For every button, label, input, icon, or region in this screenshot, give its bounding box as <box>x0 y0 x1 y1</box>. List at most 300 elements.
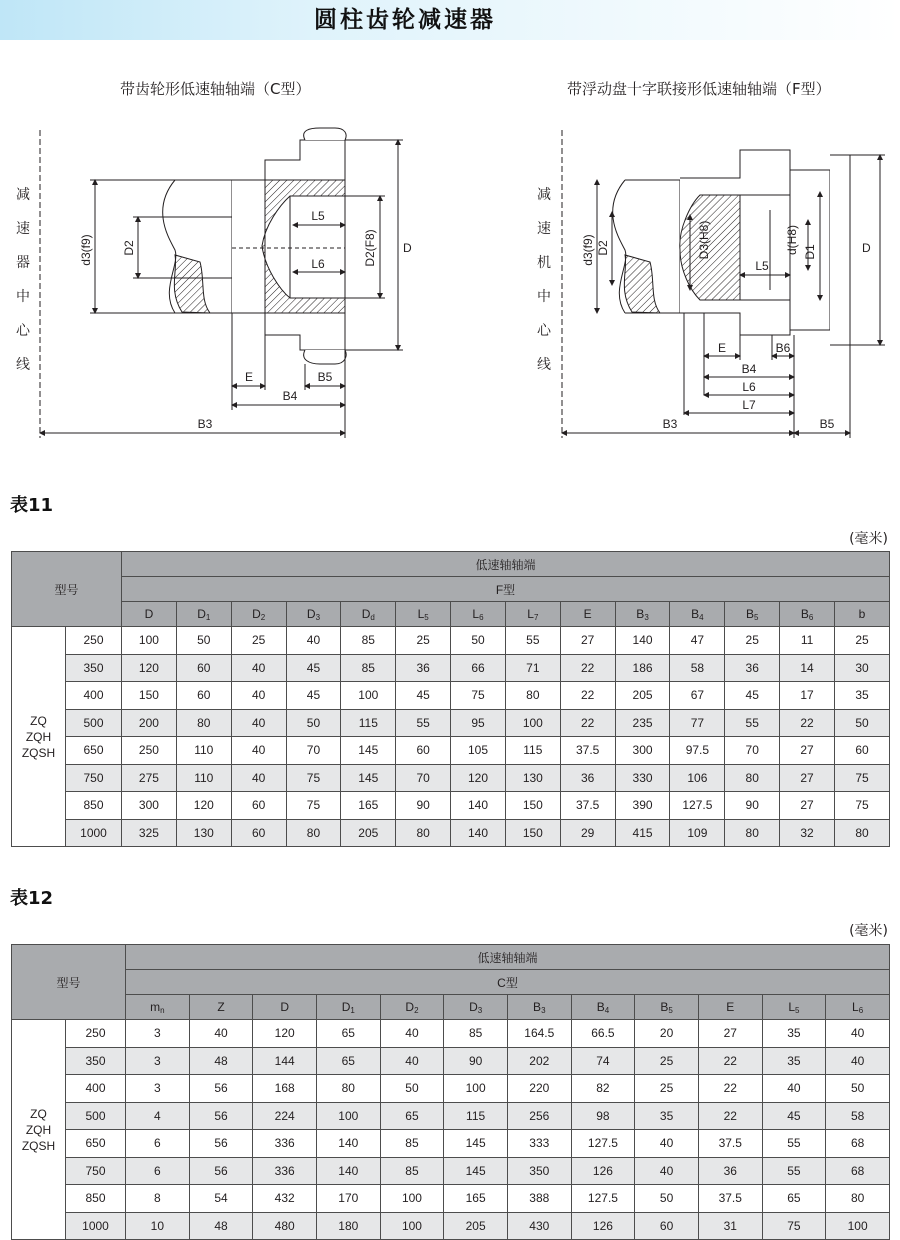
size-cell: 400 <box>66 682 122 710</box>
value-cell: 220 <box>507 1075 571 1103</box>
value-cell: 55 <box>762 1130 826 1158</box>
value-cell: 29 <box>560 819 615 847</box>
model-cell: ZQ ZQH ZQSH <box>12 627 66 847</box>
value-cell: 300 <box>615 737 670 765</box>
value-cell: 145 <box>341 764 396 792</box>
value-cell: 140 <box>316 1157 380 1185</box>
table12-label: 表12 <box>10 888 54 909</box>
value-cell: 35 <box>635 1102 699 1130</box>
svg-text:L6: L6 <box>742 380 756 394</box>
value-cell: 120 <box>176 792 231 820</box>
value-cell: 65 <box>380 1102 444 1130</box>
value-cell: 40 <box>231 709 286 737</box>
value-cell: 25 <box>635 1047 699 1075</box>
value-cell: 120 <box>122 654 177 682</box>
column-header: $B_5$ <box>725 602 780 627</box>
value-cell: 224 <box>253 1102 317 1130</box>
svg-text:B5: B5 <box>819 417 835 431</box>
value-cell: 17 <box>780 682 835 710</box>
value-cell: 40 <box>189 1020 253 1048</box>
table11 <box>11 551 890 847</box>
size-cell: 500 <box>66 709 122 737</box>
value-cell: 90 <box>444 1047 508 1075</box>
column-header: $B_4$ <box>571 995 635 1020</box>
value-cell: 35 <box>834 682 889 710</box>
value-cell: 25 <box>834 627 889 655</box>
type-header: C型 <box>126 970 890 995</box>
label-d2: D2 <box>122 240 136 256</box>
value-cell: 336 <box>253 1130 317 1158</box>
svg-text:B6: B6 <box>775 341 791 355</box>
value-cell: 55 <box>505 627 560 655</box>
value-cell: 97.5 <box>670 737 725 765</box>
value-cell: 3 <box>126 1075 190 1103</box>
value-cell: 165 <box>444 1185 508 1213</box>
value-cell: 60 <box>635 1212 699 1240</box>
value-cell: 40 <box>286 627 341 655</box>
size-cell: 250 <box>66 1020 126 1048</box>
value-cell: 14 <box>780 654 835 682</box>
value-cell: 40 <box>231 737 286 765</box>
value-cell: 85 <box>380 1130 444 1158</box>
value-cell: 70 <box>286 737 341 765</box>
value-cell: 58 <box>826 1102 890 1130</box>
model-header: 型号 <box>12 945 126 1020</box>
value-cell: 8 <box>126 1185 190 1213</box>
size-cell: 500 <box>66 1102 126 1130</box>
label-l6: L6 <box>311 257 325 271</box>
value-cell: 45 <box>286 654 341 682</box>
table11-label: 表11 <box>10 495 54 516</box>
value-cell: 275 <box>122 764 177 792</box>
value-cell: 65 <box>316 1047 380 1075</box>
value-cell: 250 <box>122 737 177 765</box>
value-cell: 150 <box>505 792 560 820</box>
column-header: $D_1$ <box>176 602 231 627</box>
value-cell: 55 <box>762 1157 826 1185</box>
value-cell: 25 <box>396 627 451 655</box>
value-cell: 37.5 <box>560 792 615 820</box>
column-header: $D_3$ <box>286 602 341 627</box>
value-cell: 25 <box>231 627 286 655</box>
value-cell: 27 <box>780 764 835 792</box>
value-cell: 45 <box>762 1102 826 1130</box>
value-cell: 432 <box>253 1185 317 1213</box>
value-cell: 22 <box>560 682 615 710</box>
value-cell: 50 <box>286 709 341 737</box>
value-cell: 100 <box>380 1212 444 1240</box>
value-cell: 55 <box>725 709 780 737</box>
value-cell: 100 <box>122 627 177 655</box>
value-cell: 22 <box>560 654 615 682</box>
value-cell: 80 <box>826 1185 890 1213</box>
size-cell: 750 <box>66 764 122 792</box>
value-cell: 25 <box>725 627 780 655</box>
label-b4: B4 <box>282 389 298 403</box>
table-row <box>12 1020 890 1048</box>
value-cell: 170 <box>316 1185 380 1213</box>
value-cell: 144 <box>253 1047 317 1075</box>
column-header: $D_d$ <box>341 602 396 627</box>
value-cell: 130 <box>176 819 231 847</box>
value-cell: 333 <box>507 1130 571 1158</box>
value-cell: 164.5 <box>507 1020 571 1048</box>
value-cell: 50 <box>826 1075 890 1103</box>
value-cell: 75 <box>834 792 889 820</box>
value-cell: 32 <box>780 819 835 847</box>
value-cell: 95 <box>451 709 506 737</box>
value-cell: 115 <box>341 709 396 737</box>
value-cell: 66 <box>451 654 506 682</box>
value-cell: 80 <box>286 819 341 847</box>
value-cell: 77 <box>670 709 725 737</box>
size-cell: 650 <box>66 1130 126 1158</box>
value-cell: 22 <box>780 709 835 737</box>
table-row <box>12 627 890 655</box>
value-cell: 50 <box>635 1185 699 1213</box>
value-cell: 60 <box>176 654 231 682</box>
label-d3: d3(f9) <box>79 234 93 266</box>
centerline-label-right: 减 速 机 中 心 线 <box>537 187 551 373</box>
value-cell: 27 <box>698 1020 762 1048</box>
size-cell: 1000 <box>66 819 122 847</box>
table-row <box>12 819 890 847</box>
size-cell: 850 <box>66 1185 126 1213</box>
column-header: $D_2$ <box>380 995 444 1020</box>
value-cell: 45 <box>725 682 780 710</box>
size-cell: 650 <box>66 737 122 765</box>
value-cell: 75 <box>834 764 889 792</box>
value-cell: 168 <box>253 1075 317 1103</box>
technical-drawings <box>0 0 900 460</box>
value-cell: 40 <box>380 1047 444 1075</box>
table12-unit: (毫米) <box>849 923 888 939</box>
value-cell: 80 <box>396 819 451 847</box>
value-cell: 40 <box>826 1020 890 1048</box>
column-header: $B_3$ <box>507 995 571 1020</box>
value-cell: 3 <box>126 1047 190 1075</box>
value-cell: 115 <box>505 737 560 765</box>
value-cell: 50 <box>176 627 231 655</box>
value-cell: 85 <box>380 1157 444 1185</box>
column-header: $L_5$ <box>762 995 826 1020</box>
value-cell: 110 <box>176 764 231 792</box>
model-header: 型号 <box>12 552 122 627</box>
value-cell: 27 <box>780 792 835 820</box>
table-row <box>12 764 890 792</box>
value-cell: 27 <box>780 737 835 765</box>
value-cell: 71 <box>505 654 560 682</box>
group-header: 低速轴轴端 <box>122 552 890 577</box>
value-cell: 40 <box>635 1130 699 1158</box>
value-cell: 54 <box>189 1185 253 1213</box>
column-header: $L_6$ <box>826 995 890 1020</box>
value-cell: 100 <box>826 1212 890 1240</box>
table-row <box>12 1047 890 1075</box>
value-cell: 120 <box>253 1020 317 1048</box>
value-cell: 6 <box>126 1157 190 1185</box>
column-header: $B_6$ <box>780 602 835 627</box>
value-cell: 4 <box>126 1102 190 1130</box>
value-cell: 127.5 <box>571 1130 635 1158</box>
value-cell: 65 <box>316 1020 380 1048</box>
svg-text:d3(f9): d3(f9) <box>581 234 595 266</box>
value-cell: 186 <box>615 654 670 682</box>
value-cell: 140 <box>615 627 670 655</box>
value-cell: 37.5 <box>560 737 615 765</box>
column-header: $D_3$ <box>444 995 508 1020</box>
value-cell: 115 <box>444 1102 508 1130</box>
column-header: $L_6$ <box>451 602 506 627</box>
value-cell: 40 <box>231 764 286 792</box>
value-cell: 36 <box>560 764 615 792</box>
value-cell: 120 <box>451 764 506 792</box>
centerline-label-left: 减 速 器 中 心 线 <box>16 187 30 373</box>
value-cell: 415 <box>615 819 670 847</box>
column-header: $m_n$ <box>126 995 190 1020</box>
value-cell: 145 <box>444 1130 508 1158</box>
value-cell: 45 <box>396 682 451 710</box>
value-cell: 336 <box>253 1157 317 1185</box>
value-cell: 3 <box>126 1020 190 1048</box>
value-cell: 350 <box>507 1157 571 1185</box>
value-cell: 65 <box>762 1185 826 1213</box>
model-cell: ZQ ZQH ZQSH <box>12 1020 66 1240</box>
value-cell: 31 <box>698 1212 762 1240</box>
size-cell: 750 <box>66 1157 126 1185</box>
value-cell: 202 <box>507 1047 571 1075</box>
value-cell: 205 <box>615 682 670 710</box>
value-cell: 80 <box>176 709 231 737</box>
table-row <box>12 1157 890 1185</box>
value-cell: 75 <box>451 682 506 710</box>
size-cell: 1000 <box>66 1212 126 1240</box>
value-cell: 140 <box>316 1130 380 1158</box>
size-cell: 850 <box>66 792 122 820</box>
value-cell: 145 <box>444 1157 508 1185</box>
size-cell: 400 <box>66 1075 126 1103</box>
column-header: b <box>834 602 889 627</box>
value-cell: 100 <box>444 1075 508 1103</box>
value-cell: 180 <box>316 1212 380 1240</box>
table-row <box>12 1212 890 1240</box>
value-cell: 66.5 <box>571 1020 635 1048</box>
page-title: 圆柱齿轮减速器 <box>314 7 496 33</box>
value-cell: 300 <box>122 792 177 820</box>
value-cell: 36 <box>725 654 780 682</box>
value-cell: 105 <box>451 737 506 765</box>
value-cell: 56 <box>189 1157 253 1185</box>
value-cell: 205 <box>444 1212 508 1240</box>
column-header: E <box>560 602 615 627</box>
value-cell: 48 <box>189 1212 253 1240</box>
value-cell: 60 <box>834 737 889 765</box>
table12 <box>11 944 890 1240</box>
value-cell: 109 <box>670 819 725 847</box>
value-cell: 75 <box>286 792 341 820</box>
value-cell: 430 <box>507 1212 571 1240</box>
value-cell: 30 <box>834 654 889 682</box>
value-cell: 6 <box>126 1130 190 1158</box>
value-cell: 330 <box>615 764 670 792</box>
value-cell: 56 <box>189 1075 253 1103</box>
value-cell: 36 <box>396 654 451 682</box>
table11-unit: (毫米) <box>849 531 888 547</box>
value-cell: 480 <box>253 1212 317 1240</box>
value-cell: 100 <box>316 1102 380 1130</box>
column-header: $B_3$ <box>615 602 670 627</box>
value-cell: 85 <box>341 627 396 655</box>
column-header: E <box>698 995 762 1020</box>
table-row <box>12 709 890 737</box>
value-cell: 56 <box>189 1130 253 1158</box>
value-cell: 150 <box>505 819 560 847</box>
value-cell: 40 <box>826 1047 890 1075</box>
label-b5: B5 <box>317 370 333 384</box>
value-cell: 165 <box>341 792 396 820</box>
value-cell: 150 <box>122 682 177 710</box>
value-cell: 50 <box>380 1075 444 1103</box>
label-l5: L5 <box>311 209 325 223</box>
label-b3: B3 <box>197 417 213 431</box>
value-cell: 82 <box>571 1075 635 1103</box>
value-cell: 25 <box>635 1075 699 1103</box>
label-d2f8: D2(F8) <box>363 229 377 267</box>
svg-text:D1: D1 <box>803 244 817 260</box>
value-cell: 10 <box>126 1212 190 1240</box>
value-cell: 58 <box>670 654 725 682</box>
value-cell: 60 <box>231 792 286 820</box>
table-row <box>12 1130 890 1158</box>
value-cell: 55 <box>396 709 451 737</box>
value-cell: 200 <box>122 709 177 737</box>
value-cell: 85 <box>444 1020 508 1048</box>
value-cell: 127.5 <box>670 792 725 820</box>
value-cell: 22 <box>698 1075 762 1103</box>
value-cell: 56 <box>189 1102 253 1130</box>
value-cell: 60 <box>231 819 286 847</box>
table-row <box>12 1102 890 1130</box>
svg-text:d(H8): d(H8) <box>785 224 799 256</box>
value-cell: 22 <box>698 1047 762 1075</box>
value-cell: 70 <box>396 764 451 792</box>
group-header: 低速轴轴端 <box>126 945 890 970</box>
value-cell: 100 <box>341 682 396 710</box>
label-e: E <box>244 370 254 384</box>
size-cell: 250 <box>66 627 122 655</box>
svg-text:E: E <box>717 341 727 355</box>
drawing-title-f-type: 带浮动盘十字联接形低速轴轴端（F型） <box>567 80 831 98</box>
table-row <box>12 654 890 682</box>
value-cell: 60 <box>176 682 231 710</box>
value-cell: 40 <box>380 1020 444 1048</box>
svg-text:B3: B3 <box>662 417 678 431</box>
value-cell: 50 <box>834 709 889 737</box>
drawing-title-c-type: 带齿轮形低速轴轴端（C型） <box>120 80 311 98</box>
value-cell: 35 <box>762 1047 826 1075</box>
value-cell: 45 <box>286 682 341 710</box>
value-cell: 130 <box>505 764 560 792</box>
column-header: $B_5$ <box>635 995 699 1020</box>
table-row <box>12 1185 890 1213</box>
value-cell: 37.5 <box>698 1185 762 1213</box>
value-cell: 90 <box>725 792 780 820</box>
table-row <box>12 737 890 765</box>
value-cell: 80 <box>316 1075 380 1103</box>
value-cell: 20 <box>635 1020 699 1048</box>
column-header: $D_1$ <box>316 995 380 1020</box>
value-cell: 80 <box>725 764 780 792</box>
value-cell: 325 <box>122 819 177 847</box>
value-cell: 67 <box>670 682 725 710</box>
value-cell: 48 <box>189 1047 253 1075</box>
table-row <box>12 1075 890 1103</box>
column-header: $B_4$ <box>670 602 725 627</box>
value-cell: 98 <box>571 1102 635 1130</box>
value-cell: 22 <box>560 709 615 737</box>
value-cell: 22 <box>698 1102 762 1130</box>
value-cell: 256 <box>507 1102 571 1130</box>
svg-text:D3(H8): D3(H8) <box>697 220 711 260</box>
value-cell: 235 <box>615 709 670 737</box>
column-header: $D_2$ <box>231 602 286 627</box>
value-cell: 140 <box>451 792 506 820</box>
value-cell: 145 <box>341 737 396 765</box>
size-cell: 350 <box>66 1047 126 1075</box>
column-header: $L_5$ <box>396 602 451 627</box>
value-cell: 110 <box>176 737 231 765</box>
value-cell: 74 <box>571 1047 635 1075</box>
value-cell: 37.5 <box>698 1130 762 1158</box>
value-cell: 100 <box>380 1185 444 1213</box>
type-header: F型 <box>122 577 890 602</box>
value-cell: 106 <box>670 764 725 792</box>
value-cell: 90 <box>396 792 451 820</box>
value-cell: 70 <box>725 737 780 765</box>
value-cell: 47 <box>670 627 725 655</box>
column-header: $L_7$ <box>505 602 560 627</box>
value-cell: 126 <box>571 1212 635 1240</box>
value-cell: 80 <box>725 819 780 847</box>
value-cell: 27 <box>560 627 615 655</box>
value-cell: 127.5 <box>571 1185 635 1213</box>
value-cell: 40 <box>635 1157 699 1185</box>
svg-text:B4: B4 <box>741 362 757 376</box>
value-cell: 80 <box>834 819 889 847</box>
column-header: D <box>253 995 317 1020</box>
column-header: D <box>122 602 177 627</box>
value-cell: 85 <box>341 654 396 682</box>
value-cell: 11 <box>780 627 835 655</box>
value-cell: 68 <box>826 1157 890 1185</box>
value-cell: 40 <box>762 1075 826 1103</box>
value-cell: 390 <box>615 792 670 820</box>
value-cell: 75 <box>286 764 341 792</box>
svg-text:D: D <box>862 241 871 255</box>
c-type-drawing <box>40 128 403 438</box>
value-cell: 100 <box>505 709 560 737</box>
value-cell: 205 <box>341 819 396 847</box>
value-cell: 60 <box>396 737 451 765</box>
value-cell: 126 <box>571 1157 635 1185</box>
value-cell: 40 <box>231 682 286 710</box>
column-header: Z <box>189 995 253 1020</box>
value-cell: 68 <box>826 1130 890 1158</box>
label-d: D <box>403 241 412 255</box>
table-row <box>12 682 890 710</box>
size-cell: 350 <box>66 654 122 682</box>
value-cell: 75 <box>762 1212 826 1240</box>
